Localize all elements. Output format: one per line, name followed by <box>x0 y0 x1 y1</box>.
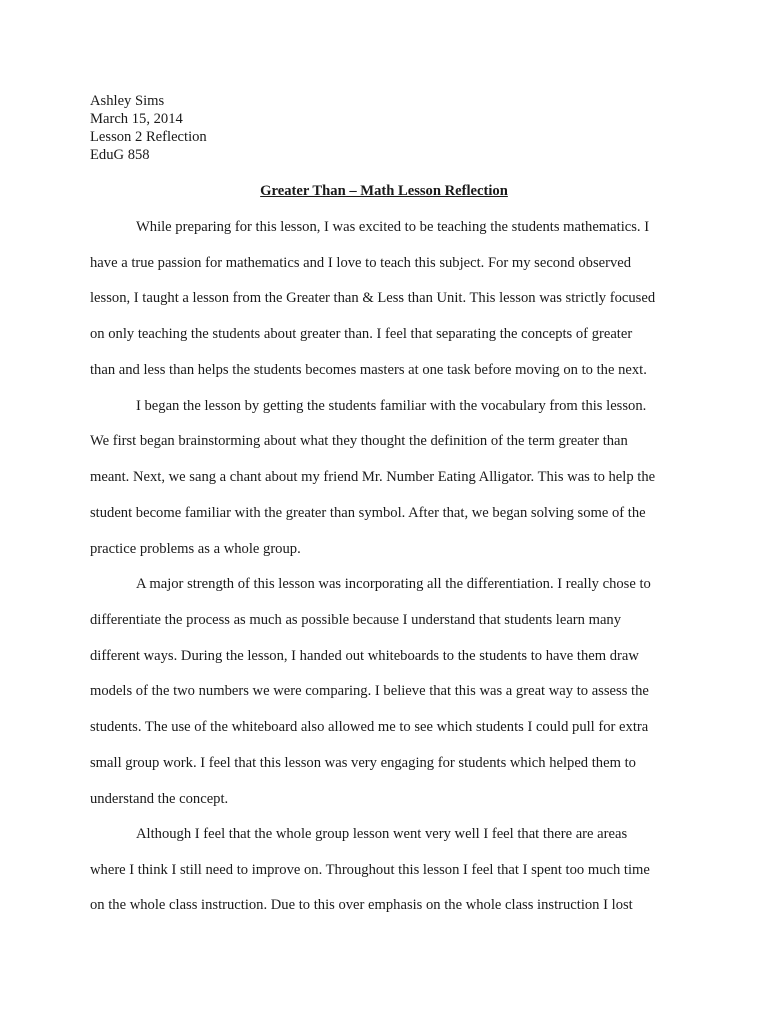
body-line: practice problems as a whole group. <box>90 541 301 557</box>
body-line: have a true passion for mathematics and I love to teach this subject. For my second observed <box>90 255 632 271</box>
document-date: March 15, 2014 <box>90 111 183 127</box>
document-header <box>90 92 207 164</box>
assignment-name: Lesson 2 Reflection <box>90 129 207 145</box>
author-name: Ashley Sims <box>90 93 165 109</box>
body-line: I began the lesson by getting the students familiar with the vocabulary from this lesson. <box>136 398 647 414</box>
body-line: student become familiar with the greater than symbol. After that, we began solving some of the <box>90 505 646 521</box>
body-line: We first began brainstorming about what they thought the definition of the term greater than <box>90 433 628 449</box>
body-line: on the whole class instruction. Due to this over emphasis on the whole class instruction I lost <box>90 897 633 913</box>
course-code: EduG 858 <box>90 147 150 163</box>
body-line: models of the two numbers we were comparing. I believe that this was a great way to assess the <box>90 683 649 699</box>
document-title: Greater Than – Math Lesson Reflection <box>260 183 508 199</box>
body-line: A major strength of this lesson was incorporating all the differentiation. I really chose to <box>136 576 651 592</box>
body-line: than and less than helps the students becomes masters at one task before moving on to the next. <box>90 362 647 378</box>
body-line: where I think I still need to improve on. Throughout this lesson I feel that I spent too much time <box>90 862 650 878</box>
body-line: Although I feel that the whole group lesson went very well I feel that there are areas <box>136 826 628 842</box>
body-line: different ways. During the lesson, I handed out whiteboards to the students to have them draw <box>90 648 639 664</box>
body-line: differentiate the process as much as possible because I understand that students learn many <box>90 612 622 628</box>
body-line: understand the concept. <box>90 791 229 807</box>
body-line: students. The use of the whiteboard also allowed me to see which students I could pull for extra <box>90 719 649 735</box>
body-line: on only teaching the students about greater than. I feel that separating the concepts of greater <box>90 326 633 342</box>
body-line: meant. Next, we sang a chant about my friend Mr. Number Eating Alligator. This was to help the <box>90 469 656 485</box>
body-line: lesson, I taught a lesson from the Greater than & Less than Unit. This lesson was strictly focused <box>90 290 656 306</box>
body-line: small group work. I feel that this lesson was very engaging for students which helped them to <box>90 755 636 771</box>
body-line: While preparing for this lesson, I was excited to be teaching the students mathematics. I <box>136 219 650 235</box>
